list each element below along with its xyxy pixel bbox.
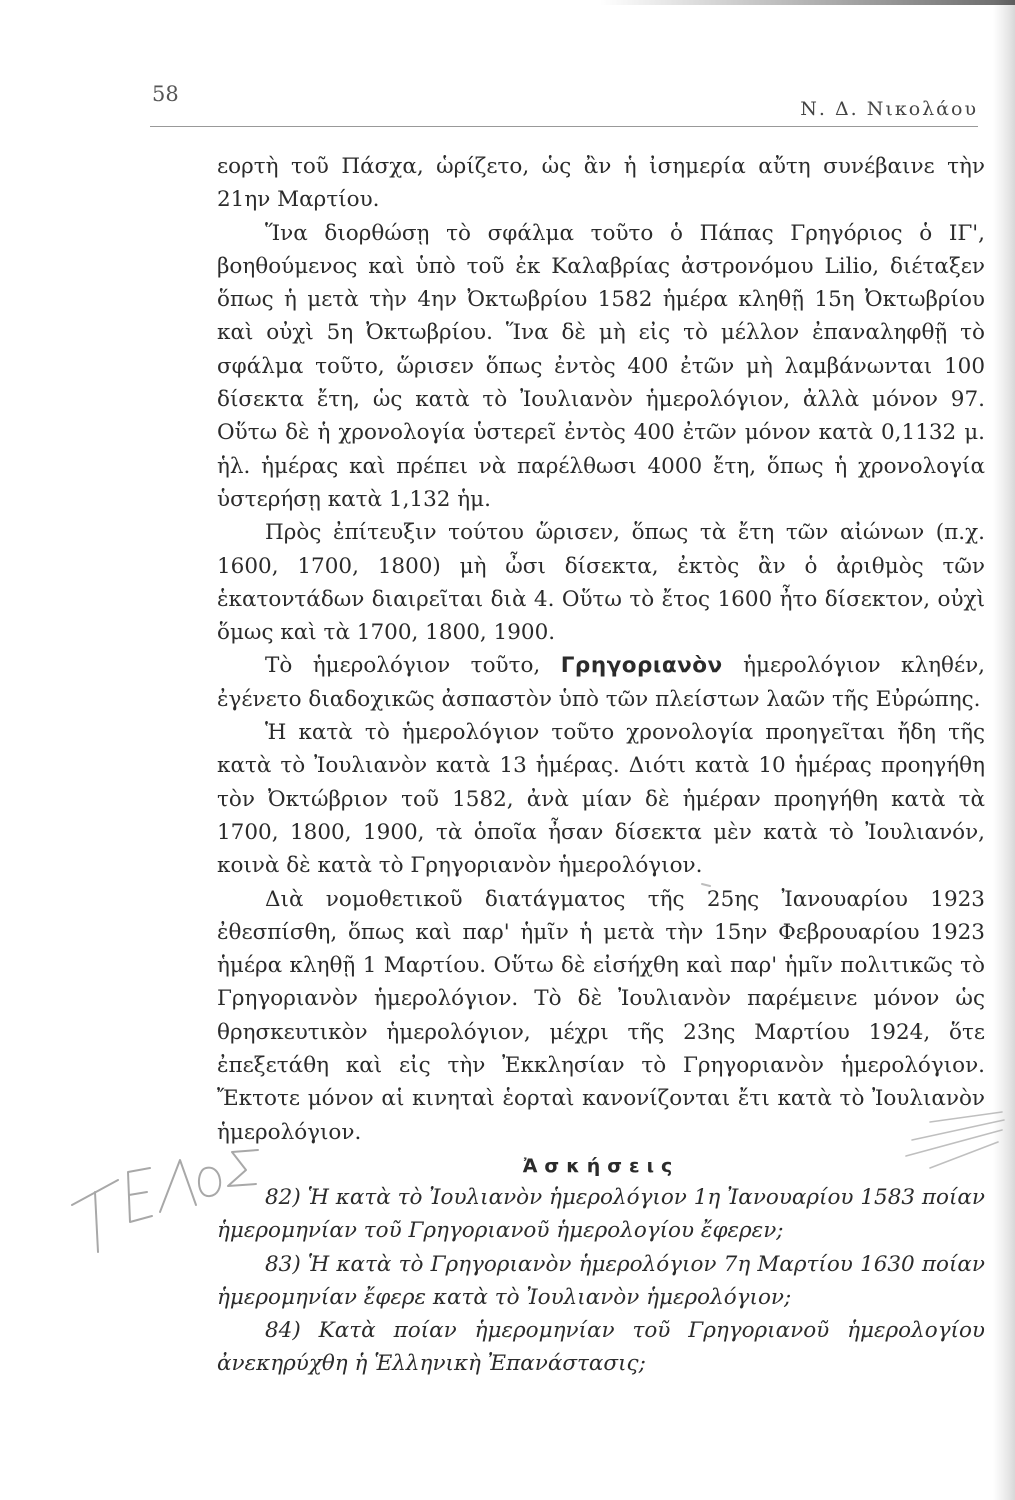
scan-shadow-edge bbox=[993, 0, 1015, 1500]
paragraph-3: Πρὸς ἐπίτευξιν τούτου ὥρισεν, ὅπως τὰ ἔτη τῶν αἰώνων (π.χ. 1600, 1700, 1800) μὴ ὦσι δίσεκτα, ἐκτὸς ἂν ὁ ἀριθμὸς τῶν ἑκατοντάδων διαιρεῖται διὰ 4. Οὕτω τὸ ἔτος 1600 ἦτο δίσεκτον, οὐχὶ ὅμως καὶ τὰ 1700, 1800, 1900. bbox=[217, 520, 985, 646]
paragraph-4-start: Τὸ ἡμερολόγιον τοῦτο, bbox=[265, 653, 541, 679]
paragraph-4-end: ἡμερολόγιον κληθέν, ἐγένετο διαδοχικῶς ἀσπαστὸν ὑπὸ τῶν πλείστων λαῶν τῆς Εὐρώπης. bbox=[217, 653, 985, 712]
paragraph-1: εορτὴ τοῦ Πάσχα, ὡρίζετο, ὡς ἂν ἡ ἰσημερία αὔτη συνέβαινε τὴν 21ην Μαρτίου. bbox=[217, 154, 985, 213]
exercise-82: 82) Ἡ κατὰ τὸ Ἰουλιανὸν ἡμερολόγιον 1η Ἰανουαρίου 1583 ποίαν ἡμερομηνίαν τοῦ Γρηγοριανοῦ ἡμερολογίου ἔφερεν; bbox=[217, 1184, 985, 1244]
gregorian-bold-term: Γρηγοριανὸν bbox=[560, 653, 723, 679]
paragraph-2: Ἵνα διορθώσῃ τὸ σφάλμα τοῦτο ὁ Πάπας Γρηγόριος ὁ ΙΓ', βοηθούμενος καὶ ὑπὸ τοῦ ἐκ Καλαβρίας ἀστρονόμου Lilio, διέταξεν ὅπως ἡ μετὰ τὴν 4ην Ὀκτωβρίου 1582 ἡμέρα κληθῇ 15η Ὀκτωβρίου καὶ οὐχὶ 5η Ὀκτωβρίου. Ἵνα δὲ μὴ εἰς τὸ μέλλον ἐπαναληφθῇ τὸ σφάλμα τοῦτο, ὥρισεν ὅπως ἐντὸς 400 ἐτῶν μὴ λαμβάνωνται 100 δίσεκτα ἔτη, ὡς κατὰ τὸ Ἰουλιανὸν ἡμερολόγιον, ἀλλὰ μόνον 97. Οὕτω δὲ ἡ χρονολογία ὑστερεῖ ἐντὸς 400 ἐτῶν μόνον κατὰ 0,1132 μ. ἡλ. ἡμέρας καὶ πρέπει νὰ παρέλθωσι 4000 ἔτη, ὅπως ἡ χρονολογία ὑστερήσῃ κατὰ 1,132 ἡμ. bbox=[217, 220, 985, 512]
scan-shadow-top bbox=[600, 0, 1015, 5]
exercise-84: 84) Κατὰ ποίαν ἡμερομηνίαν τοῦ Γρηγοριανοῦ ἡμερολογίου ἀνεκηρύχθη ἡ Ἑλληνικὴ Ἐπανάστασις; bbox=[217, 1318, 985, 1377]
exercise-83: 83) Ἡ κατὰ τὸ Γρηγοριανὸν ἡμερολόγιον 7η Μαρτίου 1630 ποίαν ἡμερομηνίαν ἔφερε κατὰ τὸ Ἰουλιανὸν ἡμερολόγιον; bbox=[217, 1251, 985, 1310]
paragraph-6: Διὰ νομοθετικοῦ διατάγματος τῆς 25ης Ἰανουαρίου 1923 ἐθεσπίσθη, ὅπως καὶ παρ' ἡμῖν ἡ μετὰ τὴν 15ην Φεβρουαρίου 1923 ἡμέρα κληθῇ 1 Μαρτίου. Οὕτω δὲ εἰσήχθη καὶ παρ' ἡμῖν πολιτικῶς τὸ Γρηγοριανὸν ἡμερολόγιον. Τὸ δὲ Ἰουλιανὸν παρέμεινε μόνον ὡς θρησκευτικὸν ἡμερολόγιον, μέχρι τῆς 23ης Μαρτίου 1924, ὅτε ἐπεξετάθη καὶ εἰς τὴν Ἐκκλησίαν τὸ Γρηγοριανὸν ἡμερολόγιον. Ἔκτοτε μόνον αἱ κινηταὶ ἑορταὶ κανονίζονται ἔτι κατὰ τὸ Ἰουλιανὸν ἡμερολόγιον. bbox=[217, 886, 985, 1145]
running-head-author: Ν. Δ. Νικολάου bbox=[800, 98, 978, 120]
exercises-heading: Ἀσκήσεις bbox=[522, 1154, 680, 1177]
header-rule bbox=[150, 126, 978, 127]
paragraph-5: Ἡ κατὰ τὸ ἡμερολόγιον τοῦτο χρονολογία προηγεῖται ἤδη τῆς κατὰ τὸ Ἰουλιανὸν κατὰ 13 ἡμέρας. Διότι κατὰ 10 ἡμέρας προηγήθη τὸν Ὀκτώβριον τοῦ 1582, ἀνὰ μίαν δὲ ἡμέραν προηγήθη κατὰ τὰ 1700, 1800, 1900, τὰ ὁποῖα ἦσαν δίσεκτα μὲν κατὰ τὸ Ἰουλιανόν, κοινὰ δὲ κατὰ τὸ Γρηγοριανὸν ἡμερολόγιον. bbox=[217, 720, 985, 879]
paragraph-4 bbox=[217, 649, 985, 716]
page-number: 58 bbox=[152, 82, 179, 106]
body-text bbox=[217, 150, 985, 1381]
